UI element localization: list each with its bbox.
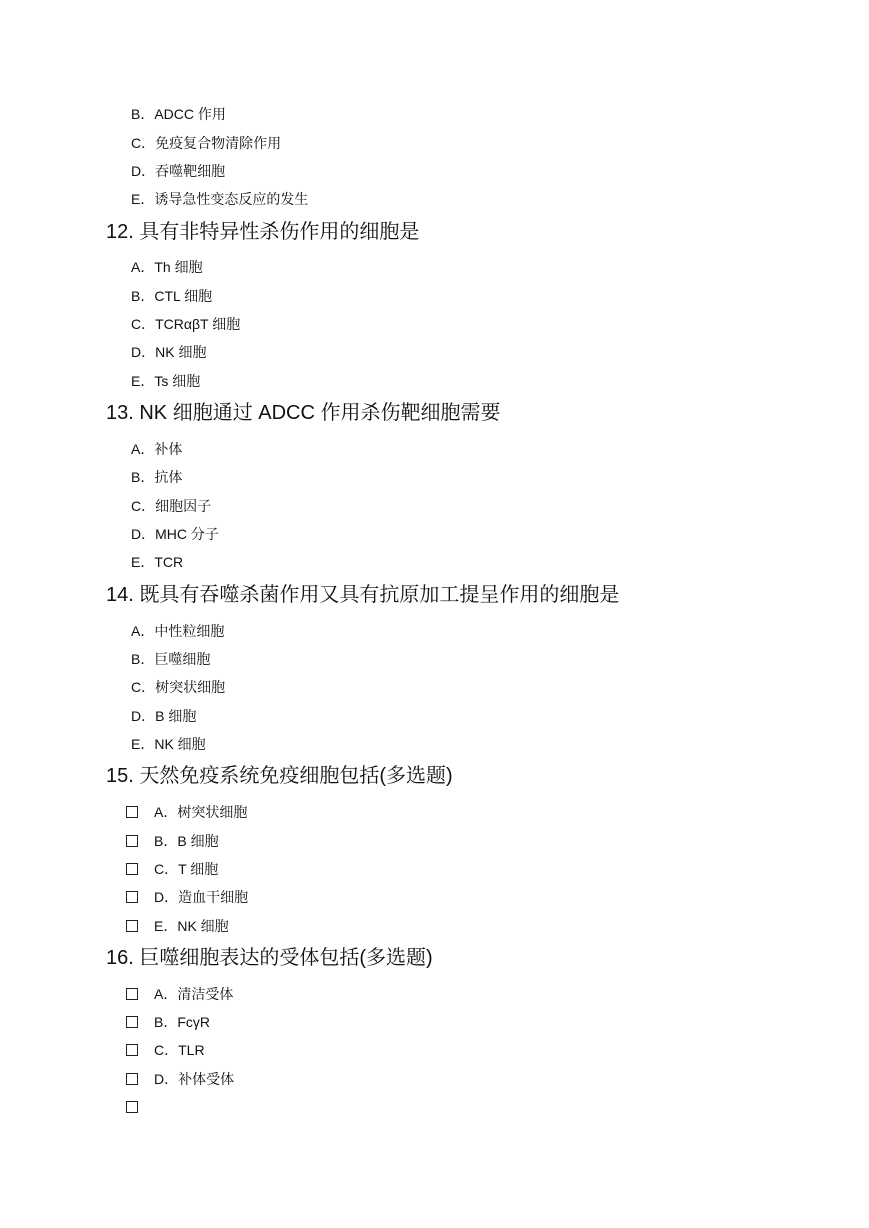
q14-option-a: A．中性粒细胞 (131, 623, 225, 639)
checkbox[interactable] (126, 988, 138, 1000)
checkbox[interactable] (126, 1044, 138, 1056)
q13-option-e: E．TCR (131, 554, 184, 570)
q13-option-c: C．细胞因子 (131, 498, 212, 514)
q15-option-c[interactable] (126, 860, 218, 878)
checkbox[interactable] (126, 1073, 138, 1085)
question-12-title: 12. 具有非特异性杀伤作用的细胞是 (106, 221, 420, 243)
question-14-title: 14. 既具有吞噬杀菌作用又具有抗原加工提呈作用的细胞是 (106, 584, 620, 606)
q15-option-c-label: C．T 细胞 (154, 861, 219, 877)
q14-option-e: E．NK 细胞 (131, 736, 206, 752)
q16-option-c[interactable] (126, 1041, 205, 1059)
q11-option-d: D．吞噬靶细胞 (131, 163, 226, 179)
q15-option-d[interactable] (126, 888, 248, 906)
question-15-title: 15. 天然免疫系统免疫细胞包括(多选题) (106, 765, 453, 787)
q15-option-d-label: D．造血干细胞 (154, 889, 249, 905)
q16-option-b-label: B．FcγR (154, 1014, 210, 1030)
checkbox[interactable] (126, 1101, 138, 1113)
q11-option-b: B．ADCC 作用 (131, 106, 226, 122)
q16-option-b[interactable] (126, 1013, 210, 1031)
q16-option-d[interactable] (126, 1070, 234, 1088)
q11-option-c: C．免疫复合物清除作用 (131, 135, 282, 151)
checkbox[interactable] (126, 863, 138, 875)
q13-option-d: D．MHC 分子 (131, 526, 219, 542)
q12-option-d: D．NK 细胞 (131, 344, 207, 360)
question-13-title: 13. NK 细胞通过 ADCC 作用杀伤靶细胞需要 (106, 402, 501, 424)
q16-option-c-label: C．TLR (154, 1042, 205, 1058)
q16-option-a[interactable] (126, 985, 233, 1003)
question-16-title: 16. 巨噬细胞表达的受体包括(多选题) (106, 947, 433, 969)
q13-option-a: A．补体 (131, 441, 183, 457)
q16-option-d-label: D．补体受体 (154, 1071, 235, 1087)
checkbox[interactable] (126, 806, 138, 818)
q14-option-d: D．B 细胞 (131, 708, 197, 724)
checkbox[interactable] (126, 891, 138, 903)
q14-option-b: B．巨噬细胞 (131, 651, 211, 667)
checkbox[interactable] (126, 835, 138, 847)
q15-option-e[interactable] (126, 917, 229, 935)
q13-option-b: B．抗体 (131, 469, 183, 485)
q15-option-b[interactable] (126, 832, 219, 850)
q15-option-a-label: A．树突状细胞 (154, 804, 248, 820)
q15-option-b-label: B．B 细胞 (154, 833, 219, 849)
checkbox[interactable] (126, 1016, 138, 1028)
q16-option-a-label: A．清洁受体 (154, 986, 234, 1002)
checkbox[interactable] (126, 920, 138, 932)
q12-option-e: E．Ts 细胞 (131, 373, 201, 389)
q16-option-e[interactable] (126, 1098, 154, 1116)
q12-option-b: B．CTL 细胞 (131, 288, 213, 304)
q14-option-c: C．树突状细胞 (131, 679, 226, 695)
q15-option-a[interactable] (126, 803, 247, 821)
q12-option-a: A．Th 细胞 (131, 259, 203, 275)
q11-option-e: E．诱导急性变态反应的发生 (131, 191, 309, 207)
q15-option-e-label: E．NK 细胞 (154, 918, 229, 934)
q12-option-c: C．TCRαβT 细胞 (131, 316, 241, 332)
